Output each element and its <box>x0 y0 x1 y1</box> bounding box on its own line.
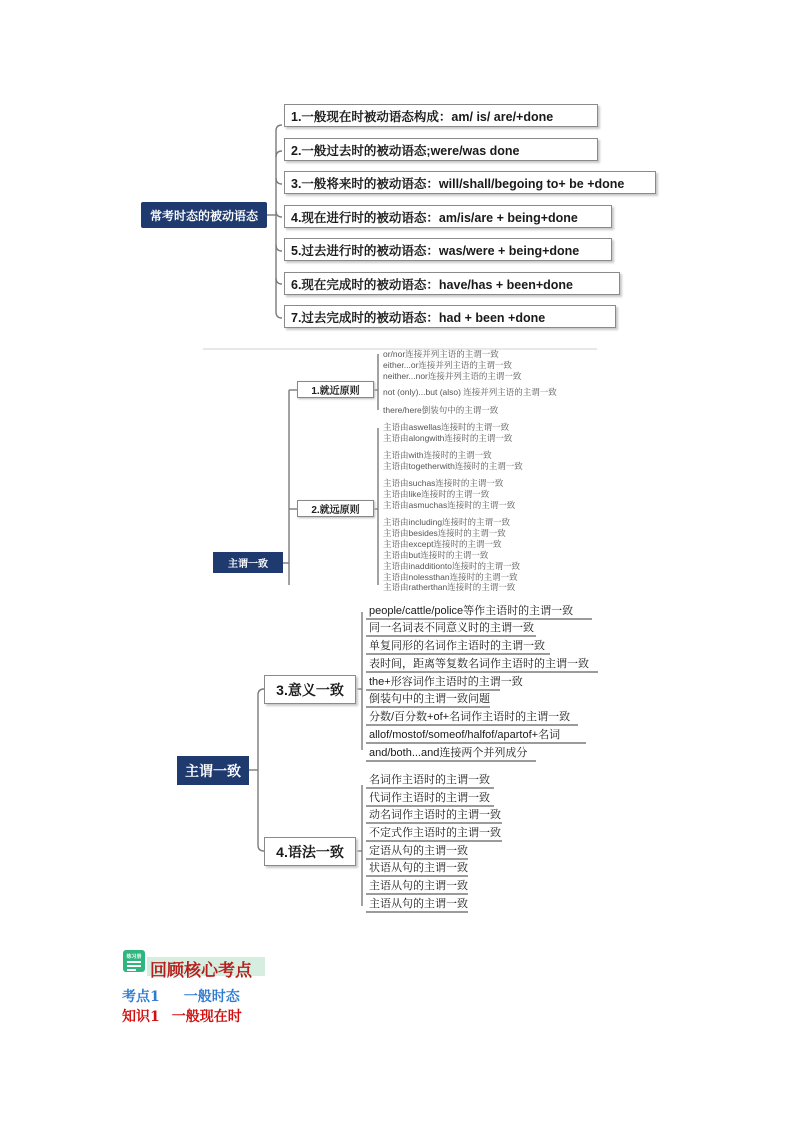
proximity-leaf: there/here倒装句中的主谓一致 <box>383 405 499 415</box>
distance-principle-node: 2.就远原则 <box>297 500 374 517</box>
distance-leaf: 主语由except连接时的主谓一致 <box>383 539 502 549</box>
grammar-leaf: 状语从句的主谓一致 <box>369 862 468 874</box>
proximity-leaf: either...or连接并列主语的主谓一致 <box>383 360 512 370</box>
grammar-leaf: 主语从句的主谓一致 <box>369 880 468 892</box>
meaning-leaf: 分数/百分数+of+名词作主语时的主谓一致 <box>369 711 571 723</box>
distance-leaf: 主语由besides连接时的主谓一致 <box>383 528 506 538</box>
grammar-agreement-node: 4.语法一致 <box>264 837 356 866</box>
passive-item-3: 3.一般将来时的被动语态：will/shall/begoing to+ be +done <box>284 171 656 194</box>
proximity-leaf: neither...nor连接并列主语的主谓一致 <box>383 371 522 381</box>
passive-item-2: 2.一般过去时的被动语态;were/was done <box>284 138 598 161</box>
grammar-leaf: 定语从句的主谓一致 <box>369 845 468 857</box>
meaning-leaf: and/both...and连接两个并列成分 <box>369 747 528 759</box>
meaning-leaf: 单复同形的名词作主语时的主谓一致 <box>369 640 545 652</box>
distance-leaf: 主语由alongwith连接时的主谓一致 <box>383 433 513 443</box>
distance-leaf: 主语由aswellas连接时的主谓一致 <box>383 422 510 432</box>
notebook-icon <box>123 950 145 972</box>
meaning-leaf: 同一名词表不同意义时的主谓一致 <box>369 622 534 634</box>
passive-item-1: 1.一般现在时被动语态构成：am/ is/ are/+done <box>284 104 598 127</box>
kaodian-text: 一般时态 <box>183 989 240 1005</box>
meaning-leaf: people/cattle/police等作主语时的主谓一致 <box>369 605 574 617</box>
proximity-leaf: not (only)...but (also) 连接并列主语的主谓一致 <box>383 387 557 397</box>
distance-leaf: 主语由togetherwith连接时的主谓一致 <box>383 461 523 471</box>
badge-label: 练习册 <box>126 954 142 960</box>
passive-item-7: 7.过去完成时的被动语态：had + been +done <box>284 305 616 328</box>
grammar-leaf: 主语从句的主谓一致 <box>369 898 468 910</box>
zhishi-label: 知识1 <box>122 1009 160 1025</box>
grammar-leaf: 名词作主语时的主谓一致 <box>369 774 490 786</box>
agreement-root-node: 主谓一致 <box>177 756 249 785</box>
grammar-leaf: 不定式作主语时的主谓一致 <box>369 827 501 839</box>
passive-item-4: 4.现在进行时的被动语态：am/is/are + being+done <box>284 205 612 228</box>
passive-item-5: 5.过去进行时的被动语态：was/were + being+done <box>284 238 612 261</box>
distance-leaf: 主语由with连接时的主谓一致 <box>383 450 492 460</box>
proximity-leaf: or/nor连接并列主语的主谓一致 <box>383 349 499 359</box>
grammar-leaf: 动名词作主语时的主谓一致 <box>369 809 501 821</box>
grammar-leaf: 代词作主语时的主谓一致 <box>369 792 490 804</box>
passive-item-6: 6.现在完成时的被动语态：have/has + been+done <box>284 272 620 295</box>
distance-leaf: 主语由nolessthan连接时的主谓一致 <box>383 572 518 582</box>
kaodian-heading <box>122 986 240 1006</box>
zhishi-heading <box>122 1006 242 1026</box>
meaning-leaf: 表时间，距离等复数名词作主语时的主谓一致 <box>369 658 589 670</box>
distance-leaf: 主语由but连接时的主谓一致 <box>383 550 489 560</box>
meaning-leaf: 倒装句中的主谓一致问题 <box>369 693 490 705</box>
meaning-leaf: the+形容词作主语时的主谓一致 <box>369 676 523 688</box>
kaodian-label: 考点1 <box>122 989 160 1005</box>
distance-leaf: 主语由including连接时的主谓一致 <box>383 517 511 527</box>
distance-leaf: 主语由inadditionto连接时的主谓一致 <box>383 561 520 571</box>
distance-leaf: 主语由suchas连接时的主谓一致 <box>383 478 504 488</box>
passive-voice-root-node: 常考时态的被动语态 <box>141 202 267 228</box>
section-title: 回顾核心考点 <box>150 961 252 981</box>
zhishi-text: 一般现在时 <box>171 1009 242 1025</box>
proximity-principle-node: 1.就近原则 <box>297 381 374 398</box>
distance-leaf: 主语由like连接时的主谓一致 <box>383 489 490 499</box>
meaning-agreement-node: 3.意义一致 <box>264 675 356 704</box>
agreement-root-node-small: 主谓一致 <box>213 552 283 573</box>
meaning-leaf: allof/mostof/someof/halfof/apartof+名词 <box>369 729 561 741</box>
distance-leaf: 主语由asmuchas连接时的主谓一致 <box>383 500 516 510</box>
distance-leaf: 主语由ratherthan连接时的主谓一致 <box>383 582 516 592</box>
